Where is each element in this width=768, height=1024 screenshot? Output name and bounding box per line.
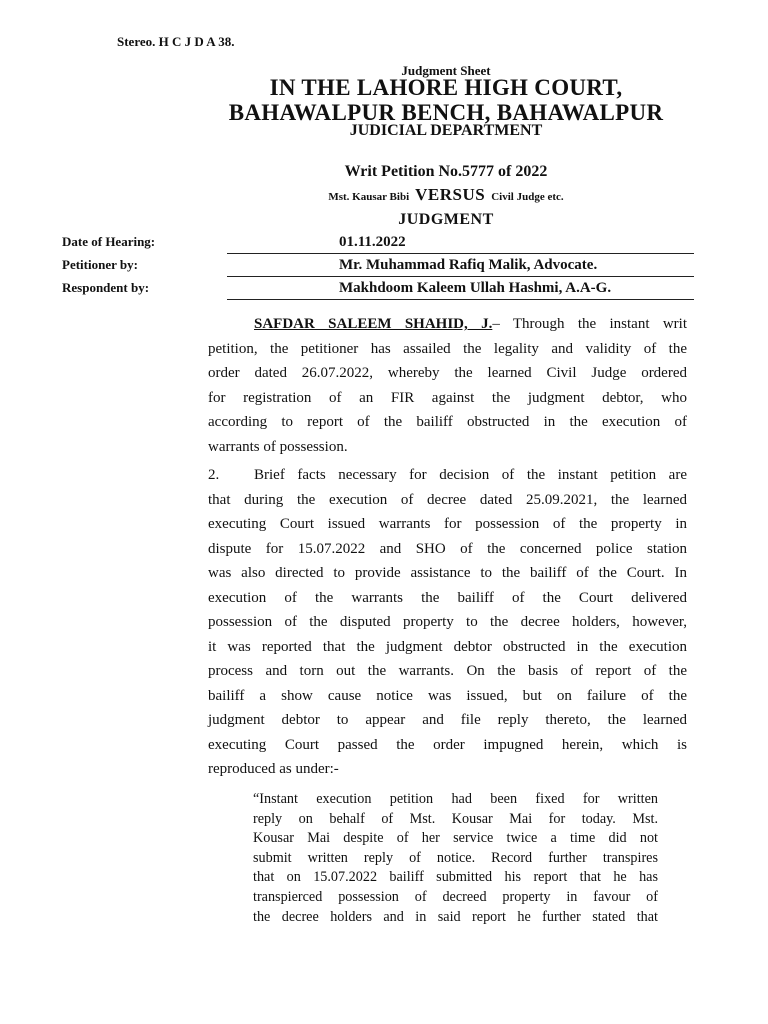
paragraph-line: possession of the disputed property to the decree holders, however, [208, 614, 687, 630]
paragraph-line: reproduced as under:- [208, 761, 339, 777]
detail-value: 01.11.2022 [339, 234, 406, 250]
paragraph-line: warrants of possession. [208, 438, 348, 455]
detail-label: Petitioner by: [62, 257, 138, 272]
paragraph-number: 2. [208, 467, 220, 483]
detail-value: Mr. Muhammad Rafiq Malik, Advocate. [339, 257, 598, 273]
judge-name: SAFDAR SALEEM SHAHID, J. [254, 316, 493, 332]
detail-underline [227, 276, 694, 277]
versus-label: VERSUS [415, 185, 486, 204]
detail-value: Makhdoom Kaleem Ullah Hashmi, A.A-G. [339, 280, 612, 296]
paragraph-line: process and torn out the warrants. On the basis of report of the [208, 663, 687, 679]
detail-underline [227, 299, 694, 300]
detail-row-respondent [62, 280, 694, 302]
case-parties [62, 185, 768, 205]
paragraph-line: bailiff a show cause notice was issued, but on failure of the [208, 687, 687, 704]
paragraph-line: that during the execution of decree dated 25.09.2021, the learned [208, 491, 687, 508]
stereo-reference: Stereo. H C J D A 38. [117, 34, 235, 49]
paragraph-line: judgment debtor to appear and file reply thereto, the learned [208, 712, 687, 728]
paragraph-line [208, 312, 687, 337]
judgment-sheet-label: Judgment Sheet [401, 63, 491, 78]
detail-underline [227, 253, 694, 254]
quote-line: transpierced possession of decreed property in favour of [253, 888, 658, 905]
court-title-line-2: BAHAWALPUR BENCH, BAHAWALPUR [228, 100, 664, 125]
petitioner-name: Mst. Kausar Bibi [328, 191, 410, 203]
paragraph-line: petition, the petitioner has assailed the legality and validity of the [208, 340, 687, 357]
quote-line: that on 15.07.2022 bailiff submitted his report that he has [253, 869, 658, 886]
paragraph-line: according to report of the bailiff obstructed in the execution of [208, 414, 687, 430]
judgment-heading: JUDGMENT [398, 211, 494, 228]
quote-line: reply on behalf of Mst. Kousar Mai for today. Mst. [253, 810, 658, 827]
paragraph-line: execution of the warrants the bailiff of the Court delivered [208, 589, 687, 606]
paragraph-line: order dated 26.07.2022, whereby the learned Civil Judge ordered [208, 365, 687, 381]
detail-label: Date of Hearing: [62, 234, 156, 249]
paragraph-2 [208, 463, 687, 782]
detail-label: Respondent by: [62, 280, 150, 295]
paragraph-line: dispute for 15.07.2022 and SHO of the concerned police station [208, 540, 687, 557]
detail-row-hearing-date [62, 234, 694, 256]
paragraph-line: it was reported that the judgment debtor obstructed in the execution [208, 638, 687, 655]
paragraph-line: executing Court issued warrants for possession of the property in [208, 516, 687, 532]
quote-line: the decree holders and in said report he further stated that [253, 908, 658, 925]
writ-petition-number: Writ Petition No.5777 of 2022 [344, 163, 548, 180]
court-title-line-1: IN THE LAHORE HIGH COURT, [269, 75, 623, 100]
paragraph-text: Brief facts necessary for decision of the instant petition are [254, 467, 687, 483]
quote-line: submit written reply of notice. Record further transpires [253, 849, 658, 866]
quote-line: “Instant execution petition had been fixed for written [253, 791, 658, 807]
department-title: JUDICIAL DEPARTMENT [349, 122, 543, 139]
paragraph-text: – Through the instant writ [492, 316, 687, 332]
paragraph-line: executing Court passed the order impugned herein, which is [208, 736, 687, 753]
paragraph-line: was also directed to provide assistance to the bailiff of the Court. In [208, 565, 687, 581]
paragraph-line: for registration of an FIR against the judgment debtor, who [208, 389, 687, 406]
paragraph-1 [208, 312, 687, 459]
respondent-name: Civil Judge etc. [491, 191, 564, 203]
quote-line: Kousar Mai despite of her service twice a time did not [253, 830, 658, 847]
quoted-order [253, 790, 658, 927]
paragraph-line [208, 463, 687, 488]
detail-row-petitioner [62, 257, 694, 279]
